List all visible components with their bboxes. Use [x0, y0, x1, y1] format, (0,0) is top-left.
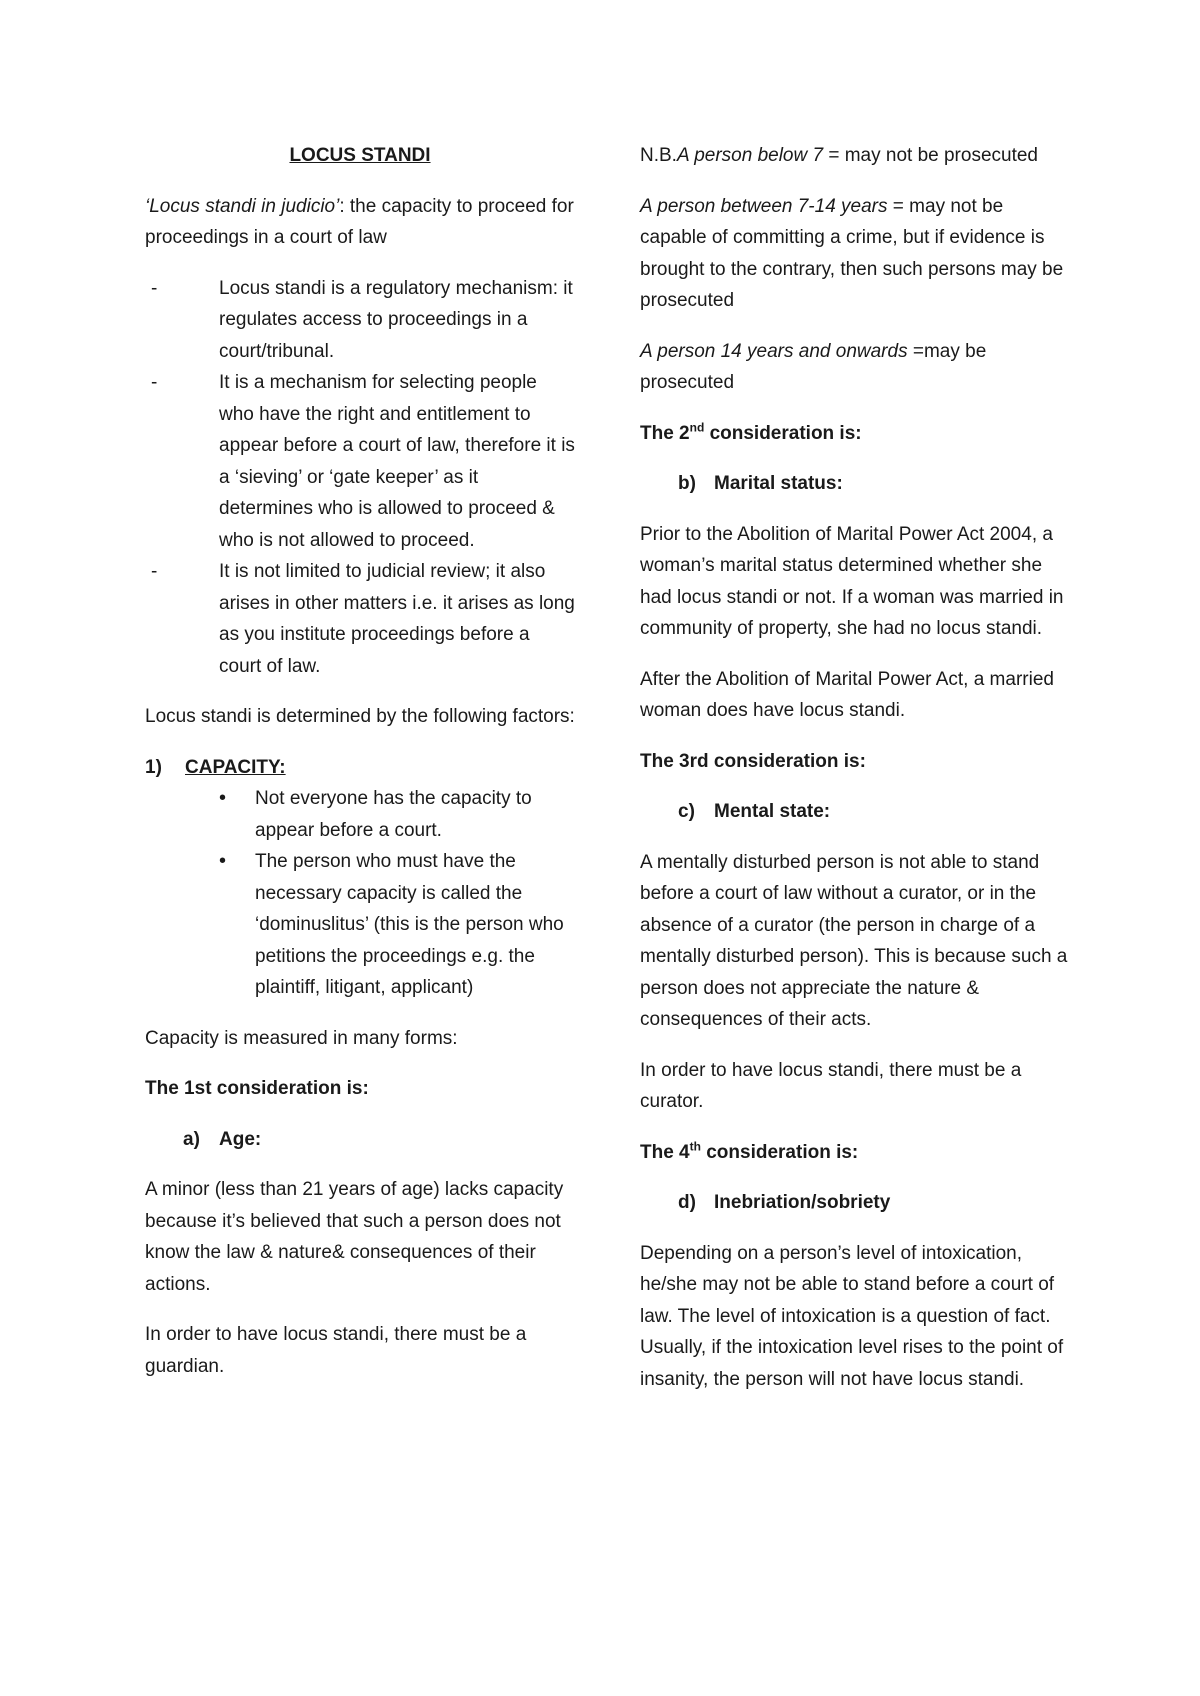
mental-heading: [640, 796, 1070, 828]
mental-number: c): [678, 801, 695, 822]
intoxication-paragraph: Depending on a person’s level of intoxication, he/she may not be able to stand before a court of law. The level of intoxication is a question of fact. Usually, if the intoxication level rises to the point of insanity, the person will not have locus standi.: [640, 1242, 1064, 1390]
nb-paragraph: [640, 140, 1070, 172]
definition-paragraph: [145, 191, 575, 254]
between-text: = may not be capable of committing a crime, but if evidence is brought to the contrary, then such persons may be prosecuted: [640, 195, 1064, 311]
capacity-heading: [145, 752, 575, 784]
nb-prefix: N.B.: [640, 145, 677, 166]
fourteen-paragraph: [640, 336, 1070, 399]
dash-list-item: - It is not limited to judicial review; it also arises in other matters i.e. it arises as long as you institute proceedings before a court of law.: [219, 556, 575, 682]
document-title: LOCUS STANDI: [289, 145, 431, 166]
nb-italic: A person below 7: [676, 145, 824, 166]
definition-text: : the capacity to proceed for proceedings in a court of law: [145, 195, 574, 248]
bullet-list: [145, 783, 575, 1004]
fourteen-italic: A person 14 years and onwards: [640, 340, 908, 362]
fourth-sup: th: [689, 1139, 701, 1154]
right-column: [640, 140, 1070, 1414]
factors-intro: Locus standi is determined by the following factors:: [145, 706, 575, 727]
dash-list: [145, 273, 575, 683]
between-italic: A person between 7-14 years: [640, 195, 888, 217]
after-paragraph: After the Abolition of Marital Power Act, a married woman does have locus standi.: [640, 668, 1054, 721]
first-consideration-heading: The 1st consideration is:: [145, 1078, 369, 1099]
age-heading: [145, 1124, 575, 1156]
inebriation-number: d): [678, 1192, 696, 1213]
left-column: [145, 140, 575, 1401]
second-post: consideration is:: [704, 422, 862, 444]
bullet-list-item: • Not everyone has the capacity to appear before a court.: [255, 783, 575, 846]
nb-text: = may not be prosecuted: [823, 145, 1038, 166]
guardian-paragraph: In order to have locus standi, there must be a guardian.: [145, 1324, 527, 1377]
bullet-list-item: • The person who must have the necessary capacity is called the ‘dominuslitus’ (this is the person who petitions the proceedings e.g. the plaintiff, litigant, applicant): [255, 846, 575, 1004]
fourth-pre: The 4: [640, 1141, 690, 1163]
dash-list-item: - Locus standi is a regulatory mechanism: it regulates access to proceedings in a court/tribunal.: [219, 273, 575, 368]
marital-number: b): [678, 473, 696, 494]
inebriation-label: Inebriation/sobriety: [714, 1192, 891, 1213]
capacity-number: 1): [145, 756, 162, 778]
marital-heading: [640, 468, 1070, 500]
minor-paragraph: A minor (less than 21 years of age) lacks capacity because it’s believed that such a person does not know the law & nature& consequences of their actions.: [145, 1179, 564, 1295]
capacity-measured-text: Capacity is measured in many forms:: [145, 1027, 458, 1049]
mental-paragraph: A mentally disturbed person is not able to stand before a court of law without a curator, or in the absence of a curator (the person in charge of a mentally disturbed person). This is because such a person does not appreciate the nature & consequences of their acts.: [640, 851, 1068, 1030]
fourteen-text: =may be prosecuted: [640, 340, 987, 393]
second-pre: The 2: [640, 422, 690, 444]
between-paragraph: [640, 191, 1070, 317]
second-sup: nd: [689, 420, 705, 435]
capacity-label: CAPACITY:: [185, 756, 286, 778]
curator-paragraph: In order to have locus standi, there must be a curator.: [640, 1059, 1022, 1112]
age-number: a): [183, 1128, 200, 1150]
fourth-post: consideration is:: [700, 1141, 859, 1163]
second-consideration-heading: [640, 418, 1070, 450]
mental-label: Mental state:: [714, 801, 831, 822]
definition-term: ‘Locus standi in judicio’: [145, 195, 340, 217]
age-label: Age:: [219, 1128, 262, 1150]
dash-list-item: - It is a mechanism for selecting people who have the right and entitlement to appear before a court of law, therefore it is a ‘sieving’ or ‘gate keeper’ as it determines who is allowed to proceed & who is not allowed to proceed.: [219, 367, 575, 556]
third-consideration-heading: The 3rd consideration is:: [640, 750, 866, 772]
prior-paragraph: Prior to the Abolition of Marital Power Act 2004, a woman’s marital status determined whether she had locus standi or not. If a woman was married in community of property, she had no locus standi.: [640, 523, 1064, 639]
marital-label: Marital status:: [714, 473, 843, 494]
fourth-consideration-heading: [640, 1137, 1070, 1169]
inebriation-heading: [640, 1187, 1070, 1219]
